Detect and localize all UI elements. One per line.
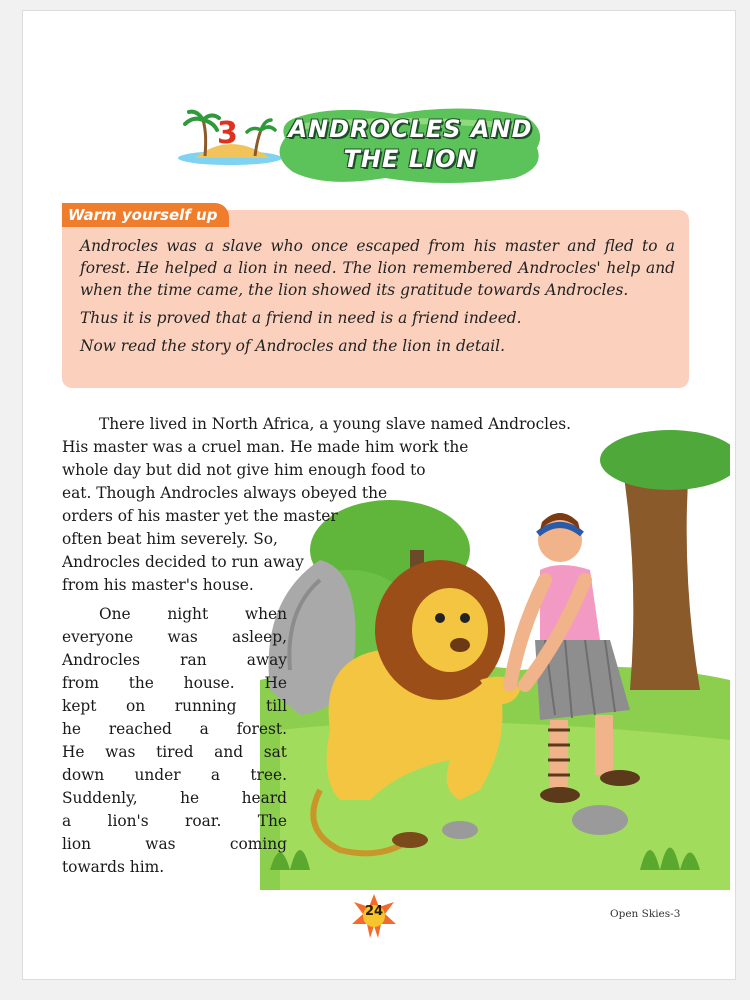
story-line: lion was coming bbox=[62, 835, 287, 853]
story-paragraph-2 bbox=[62, 603, 287, 879]
story-line: everyone was asleep, bbox=[62, 628, 287, 646]
page-number: 24 bbox=[364, 904, 384, 919]
warmup-text bbox=[80, 235, 675, 363]
story-line: down under a tree. bbox=[62, 766, 287, 784]
story-line: whole day but did not give him enough food to bbox=[62, 461, 426, 479]
story-line: he reached a forest. bbox=[62, 720, 287, 738]
story-line: Androcles ran away bbox=[62, 651, 287, 669]
chapter-number: 3 bbox=[217, 116, 238, 151]
story-line: There lived in North Africa, a young slave named Androcles. bbox=[99, 415, 572, 433]
story-line: a lion's roar. The bbox=[62, 812, 287, 830]
warmup-paragraph: Androcles was a slave who once escaped from his master and fled to a forest. He helped a lion in need. The lion remembered Androcles' help and when the time came, the lion showed its gratitude towards Androcles. bbox=[80, 237, 675, 299]
warmup-paragraph: Now read the story of Androcles and the lion in detail. bbox=[80, 337, 506, 355]
book-title-footer: Open Skies-3 bbox=[610, 908, 681, 920]
chapter-header bbox=[175, 108, 575, 188]
story-line: often beat him severely. So, bbox=[62, 530, 278, 548]
story-line: eat. Though Androcles always obeyed the bbox=[62, 484, 388, 502]
story-line: One night when bbox=[99, 605, 287, 623]
story-line: from his master's house. bbox=[62, 576, 254, 594]
story-line: kept on running till bbox=[62, 697, 287, 715]
chapter-title bbox=[283, 114, 538, 174]
story-line: His master was a cruel man. He made him work the bbox=[62, 438, 469, 456]
story-line: orders of his master yet the master bbox=[62, 507, 338, 525]
chapter-title-line1: ANDROCLES AND bbox=[288, 115, 533, 143]
warmup-label: Warm yourself up bbox=[62, 203, 229, 227]
story-line: He was tired and sat bbox=[62, 743, 287, 761]
story-text bbox=[62, 413, 702, 885]
story-line: Suddenly, he heard bbox=[62, 789, 287, 807]
story-line: towards him. bbox=[62, 858, 165, 876]
story-paragraph-1 bbox=[62, 413, 702, 597]
warmup-paragraph: Thus it is proved that a friend in need is a friend indeed. bbox=[80, 309, 522, 327]
chapter-title-line2: THE LION bbox=[343, 145, 478, 173]
story-line: Androcles decided to run away bbox=[62, 553, 304, 571]
story-line: from the house. He bbox=[62, 674, 287, 692]
